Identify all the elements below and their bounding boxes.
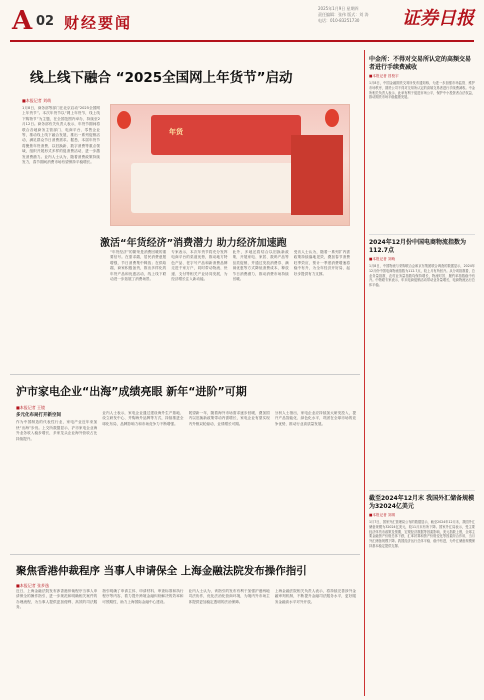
page-number: 02 (36, 14, 55, 29)
lantern-icon (117, 111, 131, 129)
masthead-info-line: 2025年1月9日 星期四 (318, 6, 359, 11)
sidebar-body: 1月8日，中国金融期货交易所发布通知称，为进一步加强市场监管、维护市场秩序，期货公司不得对交易所认定的高频交易者进行手续费减收。中金所相关负责人表示，此举有利于促进市场公平，保护中小投资者合法权益，推动期货市场平稳健康发展。 (369, 81, 475, 100)
second-body-column (16, 411, 97, 549)
masthead-info-line: 电话：010-83251730 (318, 18, 360, 23)
sidebar-byline: ■本报记者 昌校宇 (369, 74, 399, 78)
sidebar-article (369, 56, 475, 232)
lead-body-column: “年货经济”的繁荣是消费回暖的重要信号。在需求端，居民消费意愿增强，节日消费集中释放；在供给端，商家积极备货，推出多样化的年货产品和优惠活动，线上线下联动进一步拓展了消费场景。 (110, 250, 167, 282)
masthead-info (318, 6, 408, 24)
sidebar-headline[interactable]: 中金所：不得对交易所认定的高频交易者进行手续费减收 (369, 56, 472, 71)
lead-body-column: 受访人士认为，随着一系列扩内需政策持续落地见效，叠加春节消费旺季效应，预计一季度消费增速将稳中有升，为全年经济开好局、起好步提供有力支撑。 (293, 250, 350, 276)
second-body-columns (16, 411, 356, 549)
second-headline[interactable]: 沪市家电企业“出海”成绩亮眼 新年“进阶”可期 (16, 385, 247, 398)
sidebar-column (364, 50, 476, 696)
second-body-text: 作为中国制造的代表性行业，家电产业近年来加快“出海”步伐。上交所数据显示，沪市家电企业海外业务收入稳步增长，多家龙头企业海外营收占比持续提升。 (16, 420, 98, 441)
lead-byline: ■本报记者 刘萌 (22, 98, 52, 103)
masthead (0, 0, 484, 48)
photo-deco-text: 年货 (169, 128, 183, 136)
masthead-info-line: 责任编辑：张伟 版式：刘 涛 (318, 12, 369, 17)
masthead-rule (10, 40, 474, 42)
third-body-column: 上海金融法院相关负责人表示，将持续完善涉外金融审判机制，不断提升金融司法服务水平，更好服务金融高水平对外开放。 (274, 589, 356, 604)
lead-article (10, 50, 360, 372)
page-letter: A (12, 6, 33, 36)
third-body-column: 业内人士认为，该指引的发布有利于加强沪港两地司法协作，优化法治化营商环境，为境内外市场主体提供更加稳定透明的法治保障。 (188, 589, 270, 604)
third-body-column: 近日，上海金融法院发布涉香港仲裁程序当事人申请保全的操作指引，进一步规范和明确相关案件的办理流程，为当事人提供更加便利、高效的司法服务。 (16, 589, 98, 610)
third-body-column: 指引明确了申请主体、申请材料、审查标准和执行程序等内容，着力提升跨境金融纠纷解决的效率和可预期性，助力上海国际金融中心建设。 (102, 589, 184, 604)
photo-shelf (291, 135, 343, 215)
section-title: 财经要闻 (64, 14, 133, 32)
third-article (10, 554, 360, 696)
second-byline: ■本报记者 王镜 (16, 405, 46, 410)
third-body-columns (16, 589, 356, 695)
sidebar-article (369, 234, 475, 488)
lead-photo (110, 104, 350, 226)
second-body-column: 分析人士指出，家电企业应持续加大研发投入，提升产品智能化、绿色化水平，巩固在全球市场的竞争优势，推动行业高质量发展。 (274, 411, 356, 426)
sidebar-body: 1月8日，中国物流与采购联合会和京东集团联合调查的数据显示，2024年12月份中国电商物流指数为112.7点，较上月有所回升。从分项指数看，总业务量指数、农村业务量指数均保持增长，物流时效、履约率指数稳中有升。中物联专家表示，年末电商促销活动带动业务量增长，电商物流运行总体平稳。 (369, 264, 475, 288)
newspaper-logo: 证券日报 (402, 8, 474, 29)
second-body-column: 展望新一年，随着海外市场需求逐步回暖，叠加国内以旧换新政策带动内需增长，家电企业有望实现内外销双轮驱动，业绩增长可期。 (188, 411, 270, 426)
lead-body-columns (110, 250, 350, 368)
lantern-icon (325, 109, 339, 127)
lead-body-column: 专家表示，本次年货节将充分发挥电商平台的渠道优势，推动地方特色产品、老字号产品和新消费品牌走进千家万户，同时带动物流、快递、支付等相关产业协同发展，为经济增长注入新动能。 (171, 250, 228, 282)
lead-body-left: 1月8日，商务部等部门在北京启动“2025全国网上年货节”。本次年货节以“网上年货节，线上线下购物节”为主题，在全国范围内举办，持续至2月12日。商务部有关负责人表示，年货节期间将联合各地商务主管部门、电商平台、零售企业等，推动线上线下融合发展，推出一系列促销活动，满足群众节日消费需求。据悉，本届年货节将聚焦年货消费、以旧换新、数字消费等重点领域，组织开展形式多样的促消费活动，进一步激发消费潜力。业内人士认为，随着消费政策持续发力，春节期间消费市场有望保持平稳增长。 (22, 106, 100, 165)
sidebar-byline: ■本报记者 刘萌 (369, 257, 396, 261)
second-subtitle: 多元化布局打开新空间 (16, 413, 61, 418)
lead-sub-headline: 激活“年货经济”消费潜力 助力经济加速跑 (100, 238, 287, 249)
main-column (10, 50, 360, 696)
sidebar-body: 1月7日，国家外汇管理局公布的数据显示，截至2024年12月末，我国外汇储备规模为32024亿美元，较11月末有所下降。国家外汇局表示，受主要经济体货币政策及预期、宏观经济数据等因素影响，美元指数上涨，全球主要金融资产价格总体下跌，汇率折算和资产价格变化等因素综合作用，当月外汇储备规模下降。我国经济运行总体平稳、稳中有进，为外汇储备规模保持基本稳定提供支撑。 (369, 520, 475, 548)
lead-body-column: 此外，多地还将结合以旧换新政策，开展家电、家居、数码产品等品类促销，并通过发放消费券、满减优惠等方式降低消费成本，释放节日消费潜力，推动消费市场持续回暖。 (232, 250, 289, 282)
sidebar-headline[interactable]: 2024年12月份中国电商物流指数为112.7点 (369, 239, 467, 254)
sidebar-byline: ■本报记者 刘琪 (369, 513, 396, 517)
second-body-column: 业内人士表示，家电企业通过建设海外生产基地、设立研发中心、并购海外品牌等方式，持续推进全球化布局，品牌影响力和市场竞争力不断增强。 (102, 411, 184, 426)
second-article (10, 374, 360, 552)
third-byline: ■本报记者 张芗逸 (16, 583, 50, 588)
sidebar-article (369, 490, 475, 694)
third-headline[interactable]: 聚焦香港仲裁程序 当事人申请保全 上海金融法院发布操作指引 (16, 565, 307, 577)
sidebar-headline[interactable]: 截至2024年12月末 我国外汇储备规模为32024亿美元 (369, 495, 475, 510)
lead-headline[interactable]: 线上线下融合 “2025全国网上年货节”启动 (30, 70, 293, 86)
